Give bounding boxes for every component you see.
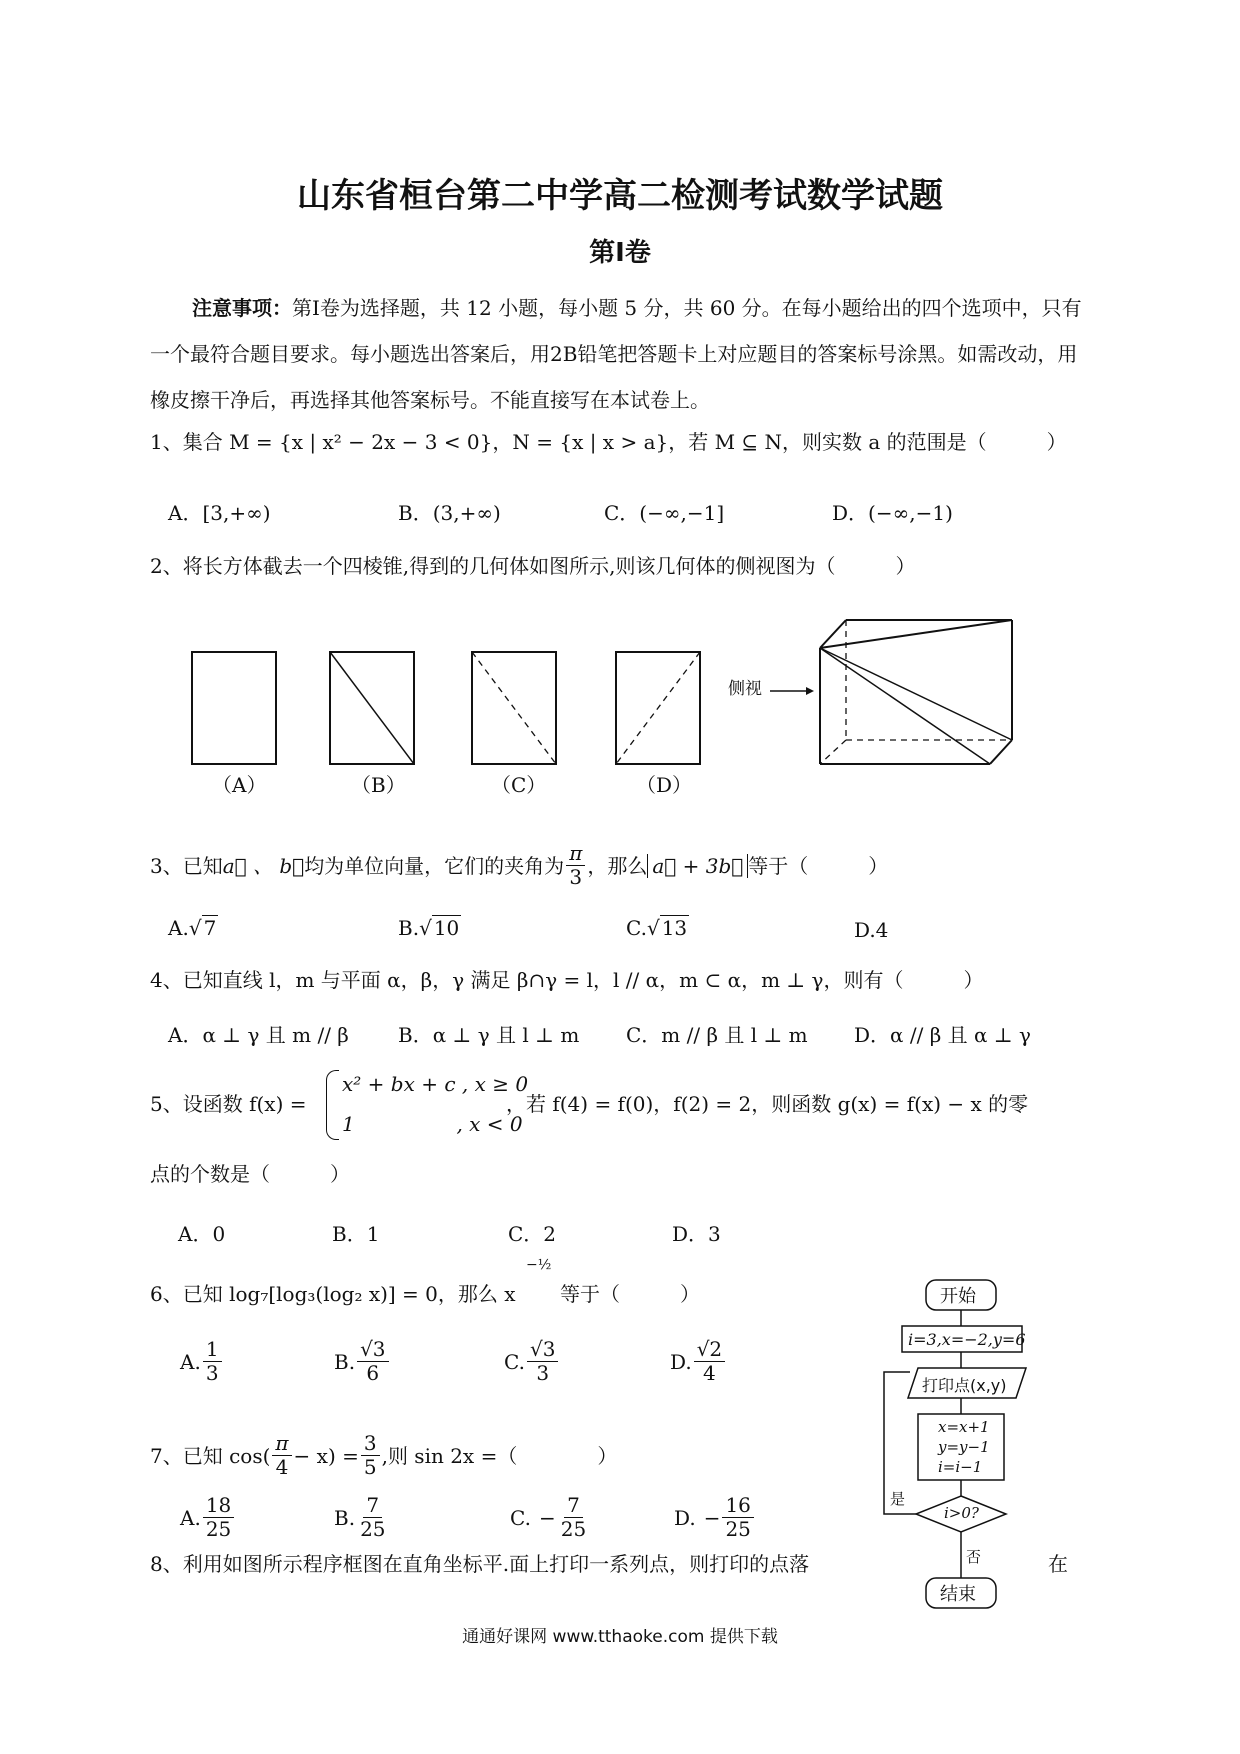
- question-4-option-b: B．α ⊥ γ 且 l ⊥ m: [398, 1023, 580, 1047]
- question-7-option-a: A. $\frac{18}{25}$: [180, 1494, 236, 1541]
- notice-label: 注意事项：: [192, 296, 292, 320]
- vector-expression: a⃗ + 3b⃗: [647, 854, 748, 878]
- flowchart-start: 开始: [940, 1286, 976, 1307]
- question-8-stem: 8、利用如图所示程序框图在直角坐标平.面上打印一系列点，则打印的点落: [150, 1552, 810, 1576]
- notice-text: 第Ⅰ卷为选择题，共 12 小题，每小题 5 分，共 60 分。在每小题给出的四个选项中，只有一个最符合题目要求。每小题选出答案后，用2B铅笔把答题卡上对应题目的答案标号涂黑。如需改动，用橡皮擦干净后，再选择其他答案标号。不能直接写在本试卷上。: [150, 296, 1082, 412]
- question-2-stem: 2、将长方体截去一个四棱锥,得到的几何体如图所示,则该几何体的侧视图为（ ）: [150, 554, 916, 578]
- question-1-option-c: C．(−∞,−1]: [604, 501, 725, 525]
- view-option-c: [472, 652, 556, 764]
- question-5-option-b: B．1: [332, 1222, 380, 1246]
- question-6-exponent: −½: [526, 1257, 552, 1273]
- question-3-option-c: C.√ 13: [626, 916, 688, 940]
- view-label-c: （C）: [491, 773, 547, 797]
- question-3-prefix: 3、已知: [150, 853, 223, 878]
- question-4-option-c: C．m // β 且 l ⊥ m: [626, 1023, 808, 1047]
- page-subtitle: 第Ⅰ卷: [589, 238, 651, 268]
- question-3-suffix: 等于（ ）: [748, 853, 889, 878]
- view-label-d: （D）: [636, 773, 693, 797]
- flowchart-step-3: i=i−1: [938, 1458, 983, 1476]
- page-title: 山东省桓台第二中学高二检测考试数学试题: [297, 176, 943, 216]
- question-6-option-d: D. $\frac{√2}{4}$: [670, 1338, 727, 1385]
- piecewise-case-2: 1 , x < 0: [342, 1112, 523, 1136]
- flowchart-init: i=3,x=−2,y=6: [908, 1330, 1026, 1349]
- side-view-label: 侧视: [728, 679, 762, 699]
- flowchart-print: 打印点(x,y): [922, 1376, 1007, 1395]
- solid-figure: [820, 620, 1012, 764]
- question-1-option-a: A．[3,+∞): [168, 501, 271, 525]
- question-3-option-a: A.√ 7: [168, 916, 217, 940]
- question-3-mid: 均为单位向量，它们的夹角为: [304, 853, 565, 878]
- question-6-option-c: C. $\frac{√3}{3}$: [504, 1338, 560, 1385]
- question-5-line2: 点的个数是（ ）: [150, 1162, 350, 1186]
- flowchart-no: 否: [966, 1548, 982, 1566]
- question-7-stem: [150, 1432, 617, 1479]
- flowchart-end: 结束: [940, 1584, 976, 1605]
- question-1-option-d: D．(−∞,−1): [832, 501, 953, 525]
- flowchart-condition-text: i>0?: [944, 1504, 979, 1522]
- question-6-option-b: B. $\frac{√3}{6}$: [334, 1338, 391, 1385]
- question-4-option-a: A．α ⊥ γ 且 m // β: [168, 1023, 349, 1047]
- question-6-prefix: 6、已知 log₇[log₃(log₂ x)] = 0，那么 x: [150, 1282, 516, 1306]
- question-7-option-d: D. − $\frac{16}{25}$: [674, 1494, 756, 1541]
- flowchart-step-1: x=x+1: [938, 1418, 990, 1436]
- question-8-tail: 在: [1048, 1552, 1068, 1576]
- piecewise-case-1: x² + bx + c , x ≥ 0: [342, 1072, 529, 1096]
- view-label-b: （B）: [351, 773, 406, 797]
- notice: [150, 285, 1095, 423]
- view-option-b: [330, 652, 414, 764]
- view-option-d: [616, 652, 700, 764]
- question-5-option-d: D．3: [672, 1222, 721, 1246]
- question-3-stem: [150, 842, 888, 889]
- hidden-edges: [820, 620, 1012, 764]
- view-option-a: [192, 652, 276, 764]
- question-3-option-d: D.4: [854, 918, 889, 942]
- question-3-option-b: B.√ 10: [398, 916, 460, 940]
- question-5-option-c: C．2: [508, 1222, 557, 1246]
- question-7-option-b: B. $\frac{7}{25}$: [334, 1493, 386, 1541]
- question-1-option-b: B．(3,+∞): [398, 501, 501, 525]
- pi-over-4: $\frac{\pi}{4}$: [272, 1432, 291, 1479]
- flowchart-yes: 是: [890, 1490, 906, 1508]
- question-3-mid2: ，那么: [587, 853, 648, 878]
- question-6-suffix: 等于（ ）: [560, 1282, 700, 1306]
- question-7-prefix: 7、已知 cos(: [150, 1443, 271, 1468]
- three-fifths: $\frac{3}{5}$: [361, 1432, 380, 1479]
- question-4-option-d: D．α // β 且 α ⊥ γ: [854, 1023, 1031, 1047]
- piecewise-brace: [326, 1070, 339, 1140]
- question-1-stem: 1、集合 M = {x | x² − 2x − 3 < 0}，N = {x | x > a}，若 M ⊆ N，则实数 a 的范围是（ ）: [150, 430, 1067, 454]
- view-label-a: （A）: [212, 773, 267, 797]
- question-7-mid: − x) =: [293, 1443, 359, 1468]
- question-5-suffix: ，若 f(4) = f(0)，f(2) = 2，则函数 g(x) = f(x) − x 的零: [506, 1092, 1029, 1116]
- question-5-prefix: 5、设函数 f(x) =: [150, 1092, 307, 1116]
- question-6-option-a: A. $\frac{1}{3}$: [180, 1338, 224, 1385]
- vector-a: a⃗ 、 b⃗: [222, 853, 305, 878]
- question-2-figures: [150, 600, 1050, 810]
- question-7-option-c: C. − $\frac{7}{25}$: [510, 1493, 587, 1541]
- angle-fraction: $\frac{\pi}{3}$: [566, 842, 585, 889]
- question-7-suffix: ,则 sin 2x =（ ）: [381, 1443, 618, 1468]
- footer: 通通好课网 www.tthaoke.com 提供下载: [462, 1627, 778, 1647]
- flowchart-step-2: y=y−1: [938, 1438, 990, 1456]
- question-4-stem: 4、已知直线 l，m 与平面 α，β，γ 满足 β∩γ = l，l // α，m ⊂ α，m ⊥ γ，则有（ ）: [150, 968, 984, 992]
- question-5-option-a: A．0: [178, 1222, 226, 1246]
